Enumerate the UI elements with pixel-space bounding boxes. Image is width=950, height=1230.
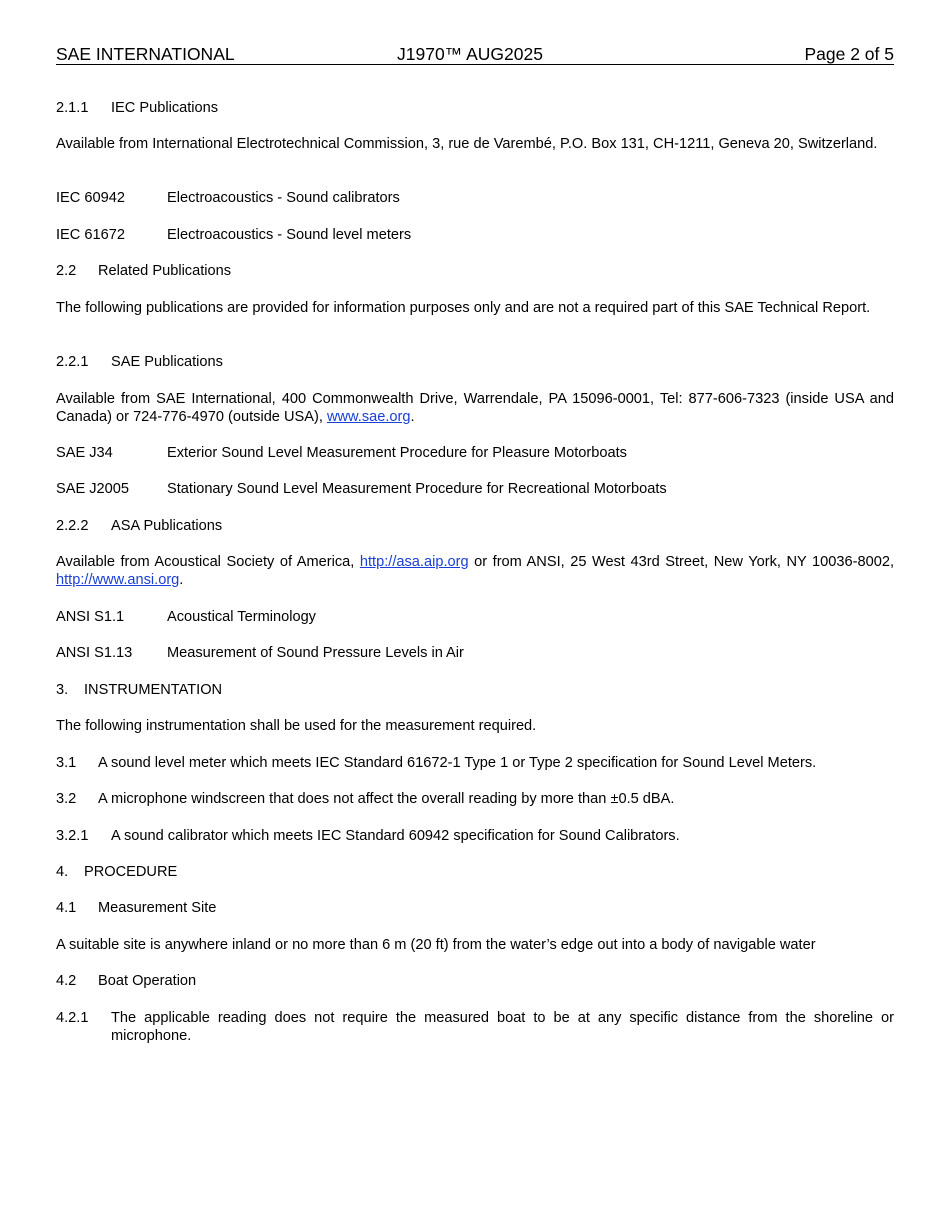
section-number: 2.2.2 xyxy=(56,518,89,534)
section-title: Boat Operation xyxy=(98,973,197,989)
reference-title: Electroacoustics - Sound level meters xyxy=(167,227,412,243)
section-4-2-1 xyxy=(56,1009,894,1045)
section-number: 2.2 xyxy=(56,263,77,279)
reference-title: Electroacoustics - Sound calibrators xyxy=(167,190,400,206)
section-4-1-heading xyxy=(56,899,216,917)
reference-code: SAE J2005 xyxy=(56,481,130,497)
reference-title: Measurement of Sound Pressure Levels in Air xyxy=(167,645,464,661)
section-text: The applicable reading does not require the measured boat to be at any specific distance from the shoreline or microphone. xyxy=(111,1010,894,1044)
page-header xyxy=(56,43,894,65)
section-title: SAE Publications xyxy=(111,354,223,370)
reference-title: Stationary Sound Level Measurement Procedure for Recreational Motorboats xyxy=(167,481,667,497)
reference-sae-j34 xyxy=(56,444,627,462)
section-number: 3. xyxy=(56,682,69,698)
asa-website-link[interactable]: http://asa.aip.org xyxy=(359,554,469,570)
section-number: 3.2 xyxy=(56,791,77,807)
section-number: 4. xyxy=(56,864,69,880)
sae-availability: Available from SAE International, 400 Commonwealth Drive, Warrendale, PA 15096-0001, Tel: 877-606-7323 (inside USA and Canada) or 724-776-4970 (outside USA), www.sae.org. xyxy=(56,391,894,425)
section-title: IEC Publications xyxy=(111,100,219,116)
section-title: PROCEDURE xyxy=(84,864,178,880)
header-page-number: Page 2 of 5 xyxy=(804,44,894,64)
section-3-heading xyxy=(56,681,222,699)
iec-availability: Available from International Electrotechnical Commission, 3, rue de Varembé, P.O. Box 131, CH-1211, Geneva 20, Switzerland. xyxy=(56,136,878,152)
instrumentation-text: The following instrumentation shall be used for the measurement required. xyxy=(56,718,537,734)
reference-code: IEC 61672 xyxy=(56,227,125,243)
section-title: INSTRUMENTATION xyxy=(84,682,223,698)
section-text: A sound level meter which meets IEC Standard 61672-1 Type 1 or Type 2 specification for Sound Level Meters. xyxy=(98,755,817,771)
section-number: 2.2.1 xyxy=(56,354,89,370)
section-2-2-heading xyxy=(56,262,231,280)
section-3-2 xyxy=(56,790,674,808)
sae-website-link[interactable]: www.sae.org xyxy=(326,409,411,425)
section-title: Measurement Site xyxy=(98,900,217,916)
sae-availability-text: Available from SAE International, 400 Commonwealth Drive, Warrendale, PA 15096-0001, Tel: 877-606-7323 (inside USA and Canada) or 724-776-4970 (outside USA), xyxy=(56,391,894,425)
ansi-website-link[interactable]: http://www.ansi.org xyxy=(56,572,180,588)
reference-code: ANSI S1.1 xyxy=(56,609,125,625)
section-3-2-1 xyxy=(56,827,680,845)
section-2-2-1-heading xyxy=(56,353,223,371)
header-document-id: J1970™ AUG2025 xyxy=(397,44,543,64)
section-number: 2.1.1 xyxy=(56,100,89,116)
reference-iec-61672 xyxy=(56,226,411,244)
reference-sae-j2005 xyxy=(56,480,667,498)
section-title: ASA Publications xyxy=(111,518,223,534)
section-number: 3.2.1 xyxy=(56,828,89,844)
asa-availability-text: Available from Acoustical Society of America, xyxy=(56,554,360,570)
asa-availability-text-2: or from ANSI, 25 West 43rd Street, New York, NY 10036-8002, xyxy=(468,554,894,570)
section-text: A microphone windscreen that does not affect the overall reading by more than ±0.5 dBA. xyxy=(98,791,675,807)
section-2-2-2-heading xyxy=(56,517,222,535)
reference-code: IEC 60942 xyxy=(56,190,125,206)
section-number: 3.1 xyxy=(56,755,77,771)
reference-title: Exterior Sound Level Measurement Procedure for Pleasure Motorboats xyxy=(167,445,627,461)
section-text: A sound calibrator which meets IEC Standard 60942 specification for Sound Calibrators. xyxy=(111,828,680,844)
reference-iec-60942 xyxy=(56,189,400,207)
section-number: 4.1 xyxy=(56,900,77,916)
section-3-1 xyxy=(56,754,816,772)
reference-ansi-s1-13 xyxy=(56,644,464,662)
section-title: Related Publications xyxy=(98,263,232,279)
reference-code: SAE J34 xyxy=(56,445,113,461)
header-publisher: SAE INTERNATIONAL xyxy=(56,44,235,64)
section-2-1-1-heading xyxy=(56,99,218,117)
section-4-heading xyxy=(56,863,177,881)
section-4-2-heading xyxy=(56,972,196,990)
related-publications-text: The following publications are provided for information purposes only and are not a required part of this SAE Technical Report. xyxy=(56,300,871,316)
reference-ansi-s1-1 xyxy=(56,608,316,626)
asa-availability: Available from Acoustical Society of America, http://asa.aip.org or from ANSI, 25 West 43rd Street, New York, NY 10036-8002, http://www.ansi.org. xyxy=(56,554,894,588)
measurement-site-text: A suitable site is anywhere inland or no more than 6 m (20 ft) from the water’s edge out into a body of navigable water xyxy=(56,937,816,953)
reference-title: Acoustical Terminology xyxy=(167,609,316,625)
section-number: 4.2 xyxy=(56,973,77,989)
section-number: 4.2.1 xyxy=(56,1010,89,1026)
reference-code: ANSI S1.13 xyxy=(56,645,133,661)
